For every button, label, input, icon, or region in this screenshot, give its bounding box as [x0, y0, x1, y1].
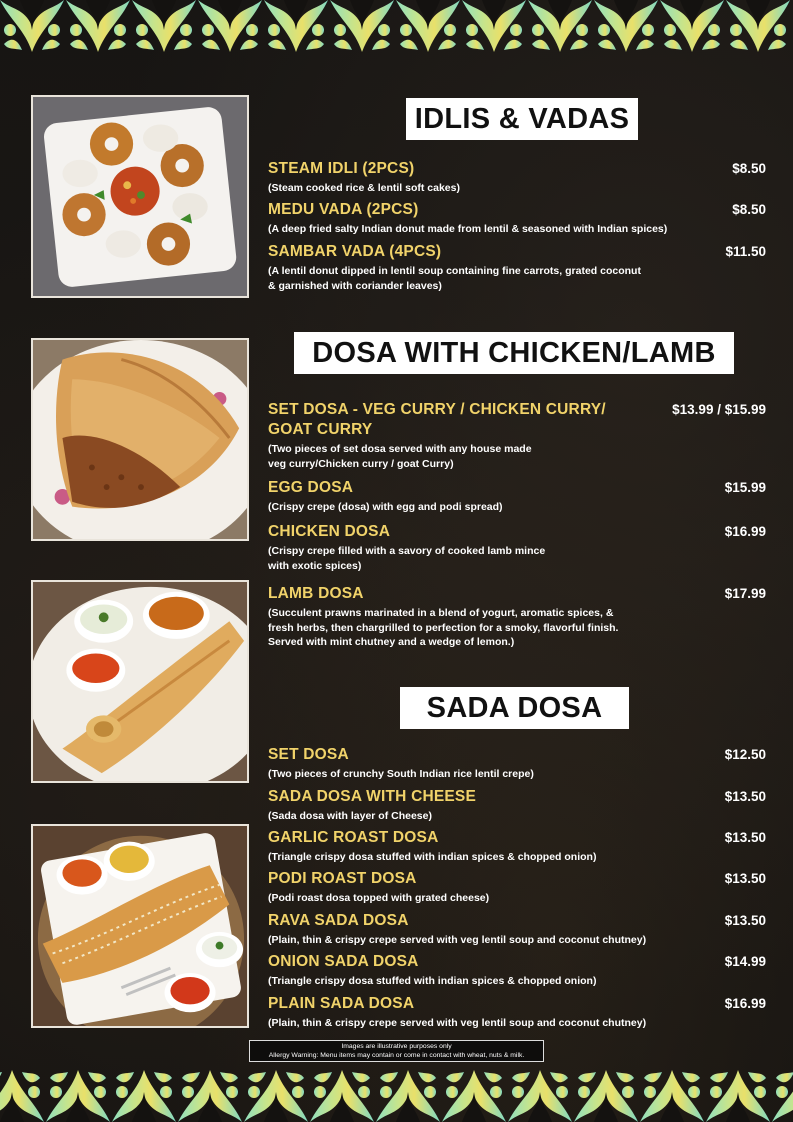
menu-item [268, 200, 766, 237]
item-description: (Steam cooked rice & lentil soft cakes) [268, 182, 460, 194]
item-description-line: (Succulent prawns marinated in a blend of yogurt, aromatic spices, & [268, 607, 614, 619]
item-price: $17.99 [724, 586, 766, 601]
item-description-line: & garnished with coriander leaves) [268, 279, 442, 292]
item-description: (Crispy crepe (dosa) with egg and podi spread) [268, 501, 503, 513]
idli-vada-plate-photo [31, 95, 249, 298]
menu-item [268, 787, 766, 824]
item-price: $8.50 [732, 202, 766, 217]
item-name: PODI ROAST DOSA [268, 870, 417, 887]
dosa-with-mince-photo [31, 338, 249, 541]
section-title-dosa-chicken-lamb: DOSA WITH CHICKEN/LAMB [294, 332, 734, 374]
menu-item [268, 159, 766, 196]
item-description [268, 264, 766, 293]
item-name: MEDU VADA (2PCS) [268, 201, 419, 218]
item-price: $13.50 [724, 913, 766, 928]
item-description-line: (A lentil donut dipped in lentil soup containing fine carrots, grated coconut [268, 265, 641, 277]
top-floral-border [0, 0, 793, 58]
item-name: SADA DOSA WITH CHEESE [268, 788, 477, 805]
item-description-line: (Crispy crepe filled with a savory of cooked lamb mince [268, 545, 546, 557]
menu-item [268, 994, 766, 1031]
item-description: (Triangle crispy dosa stuffed with indian spices & chopped onion) [268, 851, 597, 863]
item-description: (Triangle crispy dosa stuffed with indian spices & chopped onion) [268, 975, 597, 987]
item-description-line: Served with mint chutney and a wedge of lemon.) [268, 636, 515, 648]
menu-item [268, 828, 766, 865]
item-price: $16.99 [724, 524, 766, 539]
item-description: (Plain, thin & crispy crepe served with veg lentil soup and coconut chutney) [268, 1017, 647, 1029]
item-description [268, 442, 766, 471]
item-name: CHICKEN DOSA [268, 523, 391, 540]
item-description [268, 606, 766, 650]
item-name: EGG DOSA [268, 479, 354, 496]
item-description: (A deep fried salty Indian donut made from lentil & seasoned with Indian spices) [268, 223, 668, 235]
allergy-warning-box [249, 1040, 544, 1062]
item-price: $13.50 [724, 871, 766, 886]
item-name: SET DOSA [268, 746, 349, 763]
masala-dosa-with-chutneys-photo [31, 580, 249, 783]
podi-dosa-with-chutneys-photo [31, 824, 249, 1028]
item-name-line: SET DOSA - VEG CURRY / CHICKEN CURRY/ [268, 401, 606, 418]
menu-item [268, 478, 766, 515]
item-description: (Podi roast dosa topped with grated cheese) [268, 892, 490, 904]
item-name: SAMBAR VADA (4PCS) [268, 243, 442, 260]
item-description-line: with exotic spices) [268, 559, 362, 572]
item-name: GARLIC ROAST DOSA [268, 829, 439, 846]
item-price: $13.99 / $15.99 [672, 402, 766, 417]
menu-item [268, 400, 766, 471]
illustrative-notice: Images are illustrative purposes only [341, 1043, 452, 1050]
menu-item [268, 952, 766, 989]
menu-item [268, 522, 766, 573]
item-price: $13.50 [724, 789, 766, 804]
item-description-line: veg curry/Chicken curry / goat Curry) [268, 457, 454, 470]
item-description: (Sada dosa with layer of Cheese) [268, 810, 432, 822]
item-price: $11.50 [725, 244, 766, 259]
item-price: $16.99 [724, 996, 766, 1011]
item-description-line: fresh herbs, then chargrilled to perfection for a smoky, flavorful finish. [268, 621, 619, 634]
item-name: STEAM IDLI (2PCS) [268, 160, 415, 177]
section-title-sada-dosa: SADA DOSA [400, 687, 629, 729]
item-name: RAVA SADA DOSA [268, 912, 409, 929]
item-name: PLAIN SADA DOSA [268, 995, 415, 1012]
allergy-warning-text: Allergy Warning: Menu items may contain or come in contact with wheat, nuts & milk. [268, 1052, 525, 1059]
item-price: $15.99 [724, 480, 766, 495]
item-price: $12.50 [724, 747, 766, 762]
menu-item [268, 242, 766, 293]
section-title-idlis-vadas: IDLIS & VADAS [406, 98, 638, 140]
item-description-line: (Two pieces of set dosa served with any house made [268, 443, 532, 455]
menu-item [268, 584, 766, 650]
item-name-line: GOAT CURRY [268, 421, 373, 438]
menu-item [268, 745, 766, 782]
item-description: (Plain, thin & crispy crepe served with veg lentil soup and coconut chutney) [268, 934, 647, 946]
bottom-floral-border [0, 1066, 793, 1122]
item-price: $8.50 [732, 161, 766, 176]
item-description: (Two pieces of crunchy South Indian rice lentil crepe) [268, 768, 534, 780]
item-price: $13.50 [724, 830, 766, 845]
item-name: LAMB DOSA [268, 585, 364, 602]
item-name [268, 400, 648, 440]
item-name: ONION SADA DOSA [268, 953, 419, 970]
menu-item [268, 869, 766, 906]
menu-item [268, 911, 766, 948]
item-price: $14.99 [724, 954, 766, 969]
item-description [268, 544, 766, 573]
